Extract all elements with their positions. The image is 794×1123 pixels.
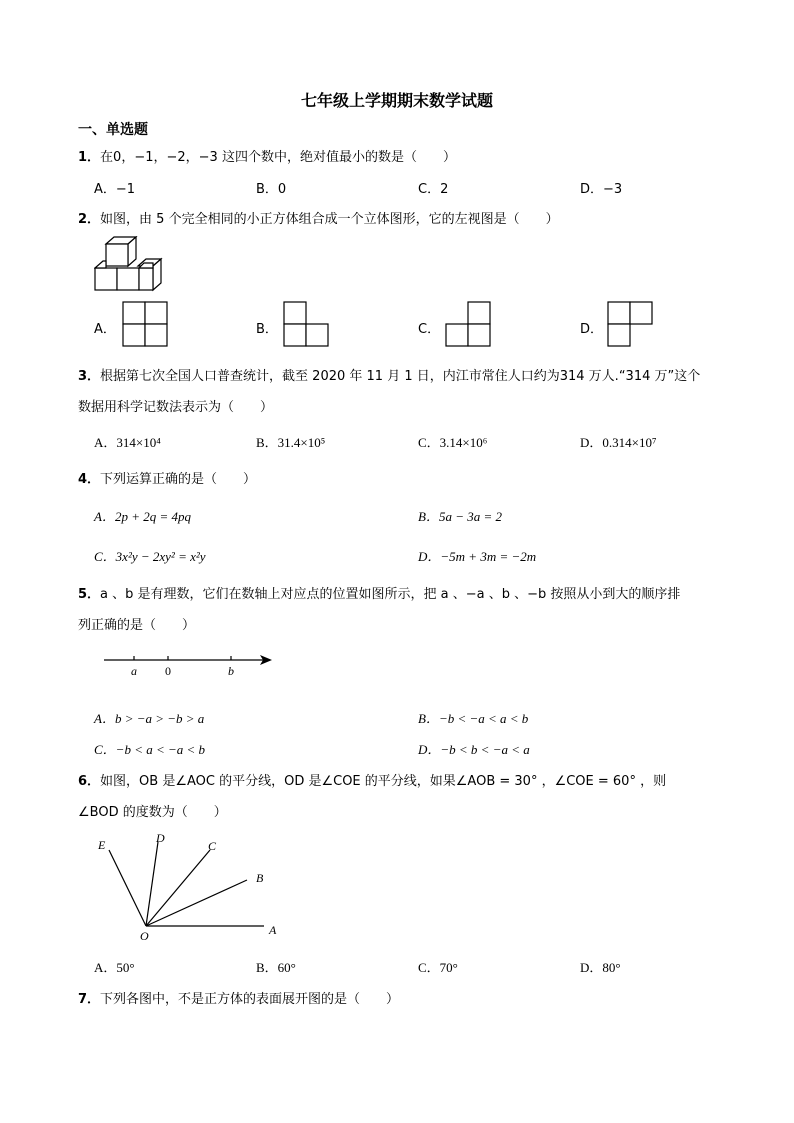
- question-number: 6．: [78, 774, 101, 789]
- q2-option-b-figure: [283, 301, 331, 349]
- q1-option-a: A．−1: [94, 182, 136, 197]
- q6-option-a: A．50°: [94, 960, 135, 975]
- q6-option-b: B．60°: [256, 960, 296, 975]
- question-number: 4．: [78, 472, 101, 487]
- label-b: b: [228, 664, 234, 678]
- question-text: 如图，由 5 个完全相同的小正方体组合成一个立体图形，它的左视图是（ ）: [100, 212, 559, 227]
- question-1: [78, 146, 456, 165]
- question-number: 1．: [78, 150, 101, 165]
- label-zero: 0: [165, 664, 171, 678]
- point-o: O: [140, 929, 149, 943]
- angle-figure: [92, 830, 292, 945]
- q2-option-c-label: C．: [418, 322, 441, 337]
- q5-option-d: D．−b < b < −a < a: [418, 742, 530, 757]
- question-text: 下列各图中，不是正方体的表面展开图的是（ ）: [100, 992, 400, 1007]
- question-text-line1: 如图，OB 是∠AOC 的平分线，OD 是∠COE 的平分线，如果∠AOB = 30° ，∠COE = 60° ，则: [100, 774, 667, 789]
- question-text-line1: 根据第七次全国人口普查统计，截至 2020 年 11 月 1 日，内江市常住人口约为314 万人.“314 万”这个: [100, 369, 701, 384]
- ray-oe: [109, 850, 146, 926]
- q3-option-a: A．314×10⁴: [94, 435, 161, 450]
- cube-stack-figure: [94, 236, 164, 294]
- point-e: E: [98, 838, 106, 852]
- question-3: [78, 365, 700, 384]
- point-d: D: [156, 831, 165, 845]
- q2-option-a-figure: [122, 301, 170, 349]
- point-a: A: [269, 923, 277, 937]
- q3-option-d: D．0.314×10⁷: [580, 435, 657, 450]
- question-number: 7．: [78, 992, 101, 1007]
- point-b: B: [256, 871, 264, 885]
- question-4: [78, 468, 256, 487]
- question-6-line2: ∠BOD 的度数为（ ）: [78, 805, 227, 820]
- q4-option-a: A．2p + 2q = 4pq: [94, 509, 191, 524]
- q6-option-d: D．80°: [580, 960, 621, 975]
- question-number: 5．: [78, 587, 101, 602]
- q1-option-b: B．0: [256, 182, 287, 197]
- question-5-line2: 列正确的是（ ）: [78, 618, 196, 633]
- q4-option-d: D．−5m + 3m = −2m: [418, 549, 537, 564]
- question-text: 下列运算正确的是（ ）: [100, 472, 257, 487]
- q2-option-a-label: A．: [94, 322, 116, 337]
- question-number: 2．: [78, 212, 101, 227]
- q2-option-d-figure: [607, 301, 657, 349]
- q2-option-c-figure: [445, 301, 493, 349]
- question-3-line2: 数据用科学记数法表示为（ ）: [78, 400, 274, 415]
- question-text: 在0，−1，−2，−3 这四个数中，绝对值最小的数是（ ）: [100, 150, 456, 165]
- q2-option-d-label: D．: [580, 322, 604, 337]
- question-number: 3．: [78, 369, 101, 384]
- q2-option-b-label: B．: [256, 322, 278, 337]
- number-line-figure: [100, 650, 276, 680]
- q4-option-c: C．3x²y − 2xy² = x²y: [94, 549, 206, 564]
- q1-option-d: D．−3: [580, 182, 623, 197]
- q6-option-c: C．70°: [418, 960, 458, 975]
- question-7: [78, 988, 399, 1007]
- ray-ob: [146, 880, 247, 926]
- question-6: [78, 770, 666, 789]
- question-5: [78, 583, 680, 602]
- question-text-line1: a 、b 是有理数，它们在数轴上对应点的位置如图所示，把 a 、−a 、b 、−b 按照从小到大的顺序排: [100, 587, 681, 602]
- page-title: 七年级上学期期末数学试题: [300, 91, 493, 110]
- q5-option-a: A．b > −a > −b > a: [94, 711, 205, 726]
- section-heading: 一、单选题: [78, 122, 148, 138]
- question-2: [78, 208, 559, 227]
- label-a: a: [131, 664, 137, 678]
- q5-option-b: B．−b < −a < a < b: [418, 711, 529, 726]
- point-c: C: [208, 839, 217, 853]
- q1-option-c: C．2: [418, 182, 449, 197]
- q5-option-c: C．−b < a < −a < b: [94, 742, 206, 757]
- q3-option-b: B．31.4×10⁵: [256, 435, 326, 450]
- q4-option-b: B．5a − 3a = 2: [418, 509, 502, 524]
- q3-option-c: C．3.14×10⁶: [418, 435, 488, 450]
